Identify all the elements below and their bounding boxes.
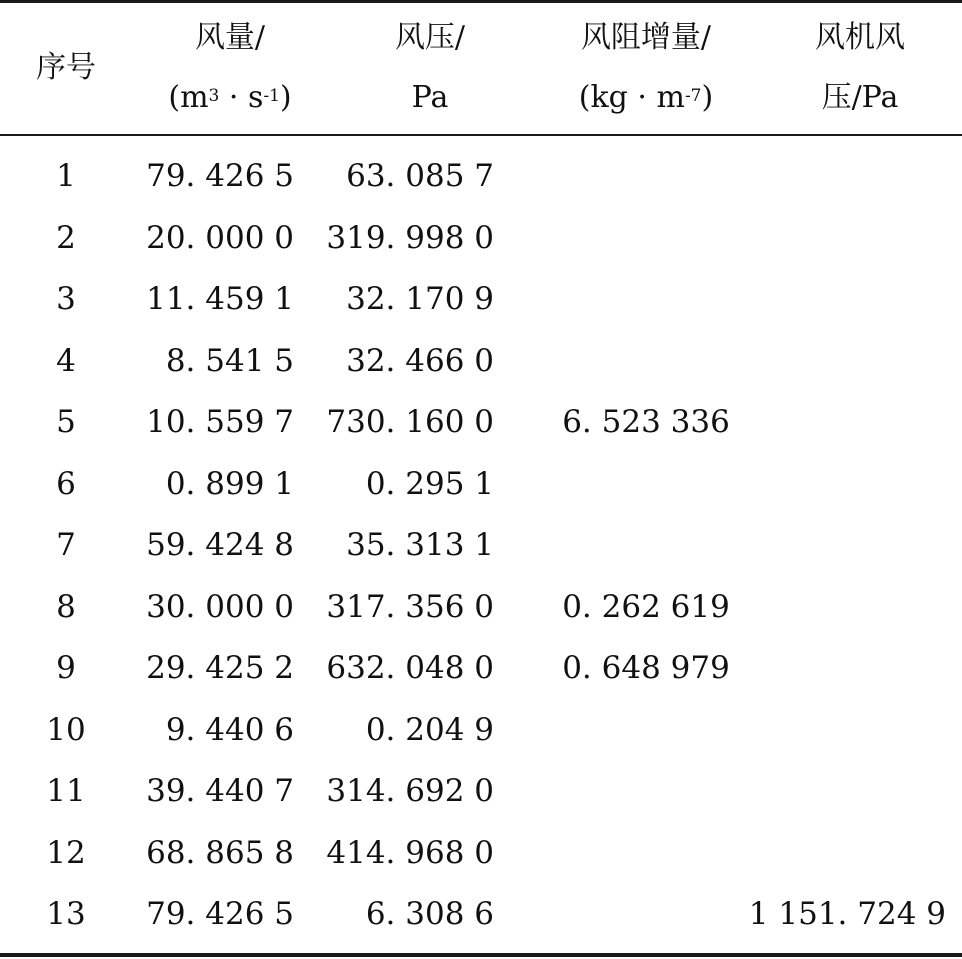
cell-flow: 29. 425 2 (146, 650, 294, 686)
cell-index: 3 (56, 281, 76, 317)
cell-index: 6 (56, 465, 76, 502)
cell-pressure: 730. 160 0 (326, 404, 494, 440)
cell-flow: 79. 426 5 (146, 896, 294, 932)
table-row (0, 760, 962, 822)
header-pressure-line1: 风压/ (394, 20, 466, 55)
cell-flow: 11. 459 1 (146, 281, 294, 317)
header-flow-unit-sup1: 3 (208, 86, 220, 106)
table-row (0, 883, 962, 945)
cell-index: 8 (56, 588, 76, 625)
header-index (20, 38, 112, 98)
header-resistance-unit-sup: -7 (684, 86, 702, 106)
cell-flow: 0. 899 1 (165, 465, 294, 502)
cell-index: 12 (46, 834, 86, 871)
cell-index: 2 (56, 219, 76, 256)
cell-flow: 59. 424 8 (146, 527, 294, 563)
header-flow (130, 8, 330, 132)
cell-pressure: 35. 313 1 (346, 527, 494, 563)
cell-pressure: 0. 204 9 (365, 711, 494, 748)
cell-pressure: 0. 295 1 (365, 465, 494, 502)
cell-index: 7 (56, 527, 76, 563)
header-resistance-unit-pre: (kg · m (578, 80, 685, 115)
header-resistance-unit-post: ) (701, 80, 714, 115)
cell-pressure: 32. 466 0 (346, 342, 494, 379)
cell-index: 1 (56, 158, 76, 194)
table-row (0, 453, 962, 515)
table-row (0, 207, 962, 269)
cell-resistance-increment: 6. 523 336 (562, 404, 730, 440)
header-fan-line1: 风机风 (815, 20, 905, 55)
table-row (0, 514, 962, 576)
cell-flow: 39. 440 7 (146, 773, 294, 809)
table-row (0, 576, 962, 638)
cell-flow: 79. 426 5 (146, 158, 294, 194)
header-pressure-line2: Pa (411, 80, 449, 115)
table-row (0, 268, 962, 330)
header-flow-unit-post: ) (279, 80, 292, 115)
cell-index: 4 (56, 342, 76, 379)
header-resistance-line1: 风阻增量/ (580, 20, 712, 55)
cell-flow: 30. 000 0 (146, 588, 294, 625)
cell-index: 9 (56, 650, 76, 686)
header-fan-line2: 压/Pa (821, 80, 899, 115)
cell-pressure: 632. 048 0 (326, 650, 494, 686)
header-flow-line2 (130, 68, 330, 132)
cell-index: 5 (56, 404, 76, 440)
table-bottom-rule (0, 953, 962, 957)
header-flow-unit-mid: · s (219, 80, 264, 115)
header-pressure (340, 8, 520, 128)
header-resistance-line2 (546, 68, 746, 132)
table-row (0, 145, 962, 207)
cell-pressure: 6. 308 6 (365, 896, 494, 932)
cell-flow: 8. 541 5 (165, 342, 294, 379)
table-row (0, 822, 962, 884)
table-row (0, 391, 962, 453)
cell-fan-pressure: 1 151. 724 9 (748, 896, 946, 932)
cell-pressure: 63. 085 7 (346, 158, 494, 194)
cell-flow: 20. 000 0 (146, 219, 294, 256)
cell-index: 13 (46, 896, 86, 932)
table-row (0, 637, 962, 699)
header-index-label: 序号 (36, 50, 96, 85)
table-row (0, 699, 962, 761)
cell-pressure: 414. 968 0 (326, 834, 494, 871)
cell-pressure: 317. 356 0 (326, 588, 494, 625)
header-flow-line1: 风量/ (194, 20, 266, 55)
table-top-rule (0, 0, 962, 3)
cell-pressure: 319. 998 0 (326, 219, 494, 256)
cell-resistance-increment: 0. 648 979 (562, 650, 730, 686)
cell-flow: 68. 865 8 (146, 834, 294, 871)
cell-index: 11 (46, 773, 86, 809)
cell-resistance-increment: 0. 262 619 (562, 588, 730, 625)
cell-flow: 10. 559 7 (146, 404, 294, 440)
table-header-rule (0, 134, 962, 136)
cell-pressure: 32. 170 9 (346, 281, 494, 317)
cell-flow: 9. 440 6 (165, 711, 294, 748)
header-resistance (546, 8, 746, 132)
table-row (0, 330, 962, 392)
header-flow-unit-pre: (m (168, 80, 209, 115)
cell-pressure: 314. 692 0 (326, 773, 494, 809)
cell-index: 10 (46, 711, 86, 748)
header-fan-pressure (770, 8, 950, 128)
header-flow-unit-sup2: -1 (263, 86, 280, 106)
